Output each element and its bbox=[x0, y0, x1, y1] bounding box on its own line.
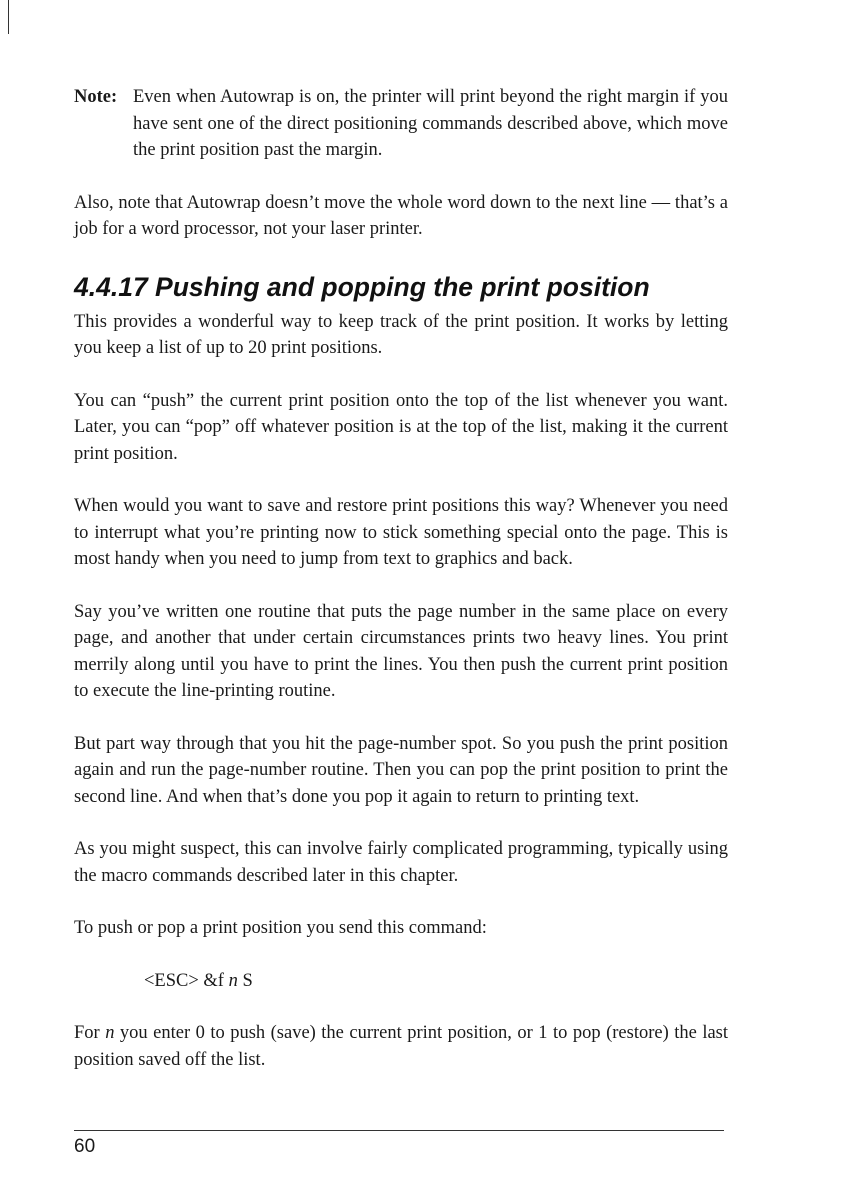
paragraph: But part way through that you hit the page-number spot. So you push the print position again and run the page-number routine. Then you can pop the print position to print the second line. And when that’s done you pop it again to return to printing text. bbox=[74, 733, 728, 807]
final-lead: For bbox=[74, 1023, 106, 1043]
command-param: n bbox=[228, 970, 238, 991]
footer-rule bbox=[74, 1130, 724, 1131]
command-line bbox=[74, 968, 728, 995]
paragraph: As you might suspect, this can involve fairly complicated programming, typically using the macro commands described later in this chapter. bbox=[74, 839, 728, 886]
paragraph: You can “push” the current print position onto the top of the list whenever you want. Later, you can “pop” off whatever position is at the top of the list, making it the current print position. bbox=[74, 390, 728, 464]
command-suffix: S bbox=[237, 970, 253, 991]
section-heading: 4.4.17 Pushing and popping the print position bbox=[74, 271, 650, 302]
page-content bbox=[74, 84, 728, 1073]
page-number: 60 bbox=[74, 1136, 96, 1157]
final-rest: you enter 0 to push (save) the current print position, or 1 to pop (restore) the last position saved off the list. bbox=[74, 1023, 729, 1070]
note-label: Note: bbox=[74, 87, 118, 107]
paragraph: When would you want to save and restore print positions this way? Whenever you need to interrupt what you’re printing now to stick something special onto the page. This is most handy when you need to jump from text to graphics and back. bbox=[74, 496, 728, 569]
margin-mark bbox=[8, 0, 9, 34]
command-prefix: <ESC> &f bbox=[144, 970, 229, 991]
paragraph: Say you’ve written one routine that puts the page number in the same place on every page, and another that under certain circumstances prints two heavy lines. You print merrily along until you have to print the lines. You then push the current print position to execute the line-printing routine. bbox=[74, 601, 728, 701]
paragraph: This provides a wonderful way to keep track of the print position. It works by letting you keep a list of up to 20 print positions. bbox=[74, 311, 728, 358]
note-text: Even when Autowrap is on, the printer will print beyond the right margin if you have sent one of the direct positioning commands described above, which move the print position past the margin. bbox=[133, 87, 728, 160]
final-param: n bbox=[105, 1023, 115, 1043]
note-block bbox=[74, 84, 728, 164]
paragraph-autowrap: Also, note that Autowrap doesn’t move the whole word down to the next line — that’s a job for a word processor, not your laser printer. bbox=[74, 192, 728, 239]
paragraph: To push or pop a print position you send this command: bbox=[74, 918, 487, 938]
paragraph-final bbox=[74, 1020, 728, 1073]
